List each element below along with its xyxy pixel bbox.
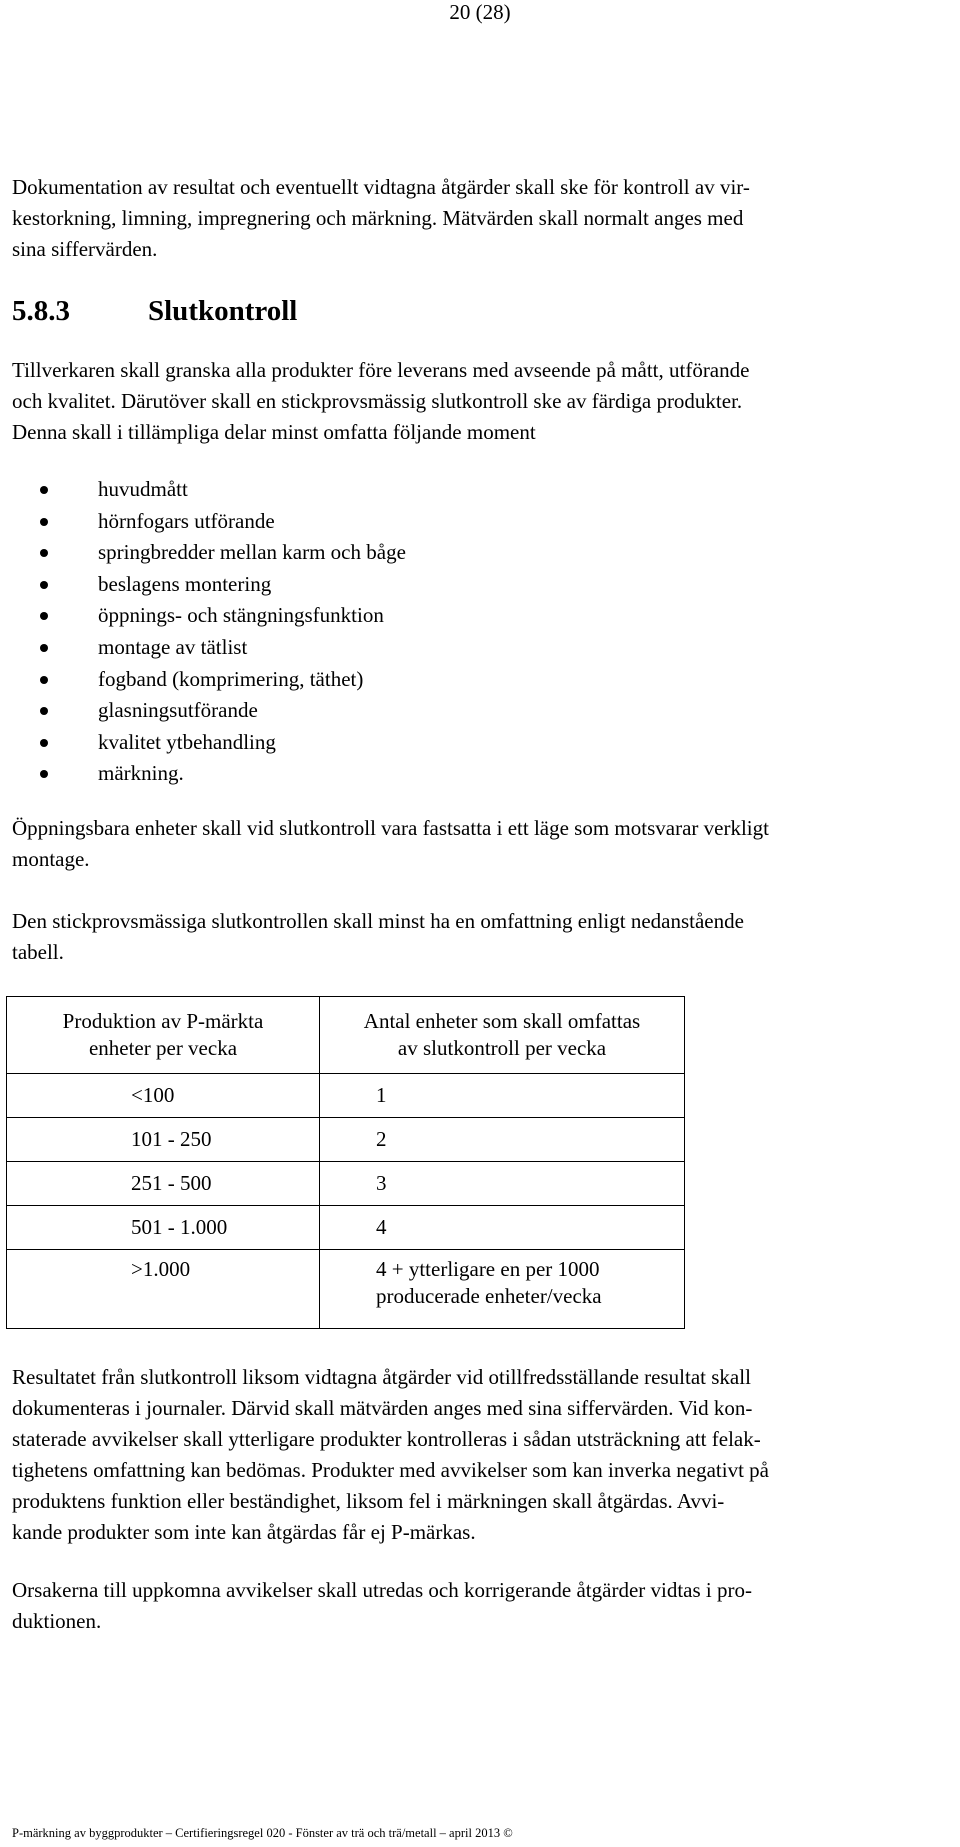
paragraph-inspection — [12, 355, 947, 448]
bullet-icon — [40, 644, 48, 652]
cell-count — [320, 1250, 685, 1329]
cell-count: 2 — [320, 1118, 685, 1162]
paragraph-openable-units — [12, 813, 947, 875]
paragraph-causes — [12, 1575, 947, 1637]
cell-count: 3 — [320, 1162, 685, 1206]
checklist-item-text: öppnings- och stängningsfunktion — [98, 603, 384, 628]
cell-count: 4 — [320, 1206, 685, 1250]
paragraph-line: Öppningsbara enheter skall vid slutkontroll vara fastsatta i ett läge som motsvarar verkligt — [12, 816, 769, 840]
table-row — [7, 1118, 685, 1162]
table-header-row — [7, 997, 685, 1074]
checklist-item — [38, 664, 406, 696]
paragraph-line: Orsakerna till uppkomna avvikelser skall utredas och korrigerande åtgärder vidtas i pro- — [12, 1578, 752, 1602]
paragraph-line: dokumenteras i journaler. Därvid skall mätvärden anges med sina siffervärden. Vid kon- — [12, 1396, 753, 1420]
intro-line: sina siffervärden. — [12, 237, 158, 261]
paragraph-line: och kvalitet. Därutöver skall en stickprovsmässig slutkontroll ske av färdiga produkter. — [12, 389, 743, 413]
bullet-icon — [40, 549, 48, 557]
paragraph-line: staterade avvikelser skall ytterligare produkter kontrolleras i sådan utsträckning att felak- — [12, 1427, 761, 1451]
intro-line: Dokumentation av resultat och eventuellt vidtagna åtgärder skall ske för kontroll av vir- — [12, 175, 750, 199]
checklist-item-text: huvudmått — [98, 477, 188, 501]
checklist-item — [38, 600, 406, 632]
cell-count-text: 4 + ytterligare en per 1000 — [376, 1257, 600, 1281]
paragraph-line: Den stickprovsmässiga slutkontrollen skall minst ha en omfattning enligt nedanstående — [12, 909, 744, 933]
checklist-item — [38, 632, 406, 664]
page-footer: P-märkning av byggprodukter – Certifieringsregel 020 - Fönster av trä och trä/metall – april 2013 © — [12, 1826, 513, 1840]
checklist-item — [38, 474, 406, 506]
section-heading — [12, 294, 297, 328]
paragraph-line: kande produkter som inte kan åtgärdas får ej P-märkas. — [12, 1520, 476, 1544]
table-row — [7, 1074, 685, 1118]
header-sample-count — [320, 997, 685, 1074]
table-row — [7, 1206, 685, 1250]
bullet-icon — [40, 770, 48, 778]
bullet-icon — [40, 581, 48, 589]
section-title: Slutkontroll — [148, 295, 298, 327]
cell-production: >1.000 — [7, 1250, 320, 1329]
cell-production: 501 - 1.000 — [7, 1206, 320, 1250]
checklist-item — [38, 727, 406, 759]
bullet-icon — [40, 612, 48, 620]
checklist-item-text: beslagens montering — [98, 571, 272, 596]
checklist-item-text: fogband (komprimering, täthet) — [98, 666, 364, 691]
checklist-item-text: hörnfogars utförande — [98, 508, 275, 533]
cell-count: 1 — [320, 1074, 685, 1118]
table-row — [7, 1162, 685, 1206]
paragraph-line: Resultatet från slutkontroll liksom vidtagna åtgärder vid otillfredsställande resultat skall — [12, 1365, 751, 1389]
header-text: av slutkontroll per vecka — [397, 1036, 607, 1060]
checklist-item-text: glasningsutförande — [98, 698, 258, 723]
intro-line: kestorkning, limning, impregnering och märkning. Mätvärden skall normalt anges med — [12, 206, 744, 230]
cell-production: 101 - 250 — [7, 1118, 320, 1162]
cell-production: <100 — [7, 1074, 320, 1118]
header-production — [7, 997, 320, 1074]
paragraph-line: montage. — [12, 847, 90, 871]
header-text: Produktion av P-märkta — [62, 1009, 264, 1033]
bullet-icon — [40, 707, 48, 715]
bullet-icon — [40, 486, 48, 494]
paragraph-results — [12, 1362, 947, 1548]
paragraph-line: Tillverkaren skall granska alla produkter före leverans med avseende på mått, utförande — [12, 358, 750, 382]
bullet-icon — [40, 518, 48, 526]
checklist-item-text: märkning. — [98, 761, 184, 786]
paragraph-table-intro — [12, 906, 947, 968]
paragraph-line: Denna skall i tillämpliga delar minst omfatta följande moment — [12, 420, 536, 444]
table-row — [7, 1250, 685, 1329]
bullet-icon — [40, 676, 48, 684]
checklist-item-text: kvalitet ytbehandling — [98, 729, 276, 754]
inspection-checklist — [38, 474, 406, 790]
cell-production: 251 - 500 — [7, 1162, 320, 1206]
checklist-item — [38, 695, 406, 727]
paragraph-line: tabell. — [12, 940, 64, 964]
page-number: 20 (28) — [449, 0, 511, 24]
section-number: 5.8.3 — [12, 295, 70, 327]
header-text: Antal enheter som skall omfattas — [363, 1009, 641, 1033]
bullet-icon — [40, 739, 48, 747]
intro-paragraph — [12, 172, 947, 265]
sampling-table — [6, 996, 685, 1329]
paragraph-line: duktionen. — [12, 1609, 102, 1633]
checklist-item — [38, 537, 406, 569]
header-text: enheter per vecka — [88, 1036, 238, 1060]
checklist-item — [38, 758, 406, 790]
cell-count-text: producerade enheter/vecka — [376, 1284, 602, 1308]
checklist-item — [38, 506, 406, 538]
paragraph-line: tighetens omfattning kan bedömas. Produkter med avvikelser som kan inverka negativt på — [12, 1458, 769, 1482]
checklist-item-text: springbredder mellan karm och båge — [98, 540, 406, 565]
checklist-item — [38, 569, 406, 601]
paragraph-line: produktens funktion eller beständighet, liksom fel i märkningen skall åtgärdas. Avvi- — [12, 1489, 725, 1513]
checklist-item-text: montage av tätlist — [98, 634, 248, 659]
